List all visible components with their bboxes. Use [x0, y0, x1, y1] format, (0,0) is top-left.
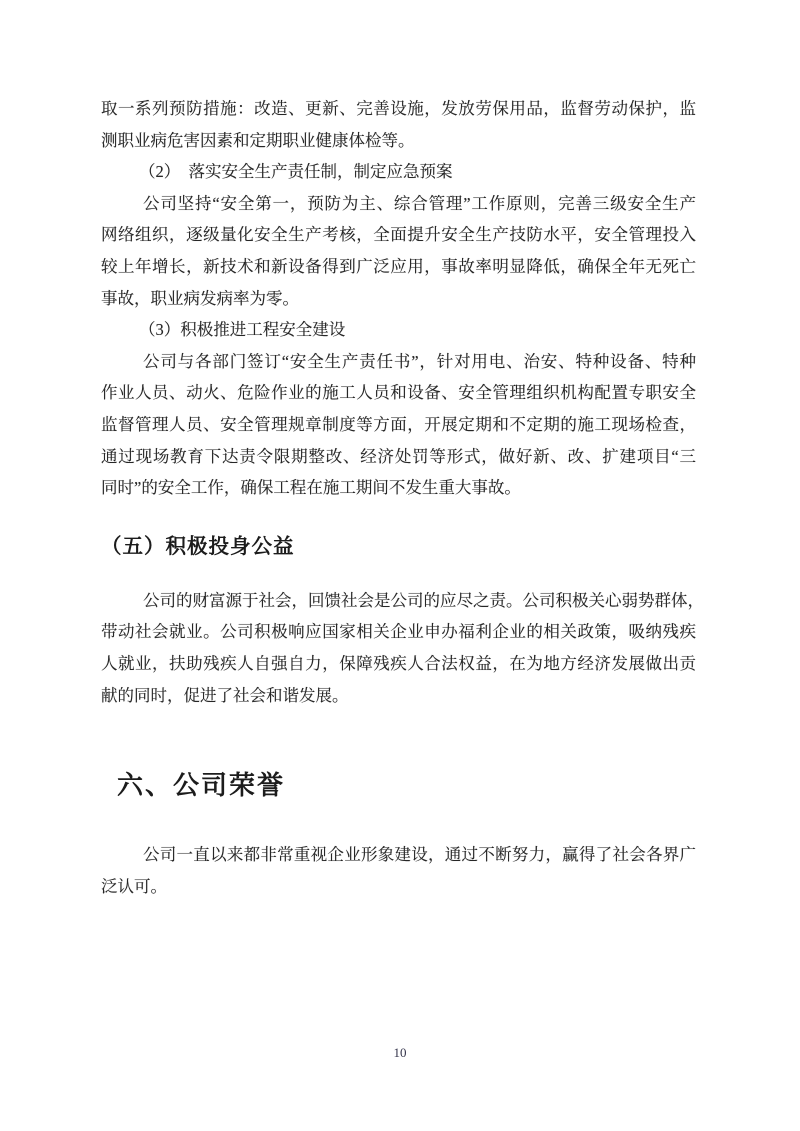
body-line: 公司一直以来都非常重视企业形象建设，通过不断努力，赢得了社会各界广 [143, 845, 696, 865]
body-line: 通过现场教育下达责令限期整改、经济处罚等形式，做好新、改、扩建项目“三 [101, 446, 696, 466]
paragraph-continuation [101, 93, 696, 156]
paragraph-company-honors [101, 839, 696, 902]
body-line: 人就业，扶助残疾人自强自力，保障残疾人合法权益，在为地方经济发展做出贡 [101, 653, 696, 673]
body-line: 网络组织，逐级量化安全生产考核，全面提升安全生产技防水平，安全管理投入 [101, 225, 696, 245]
body-line: 公司与各部门签订“安全生产责任书”，针对用电、治安、特种设备、特种 [143, 351, 696, 371]
body-line: 事故，职业病发病率为零。 [101, 288, 299, 308]
body-line: 公司坚持“安全第一，预防为主、综合管理”工作原则，完善三级安全生产 [143, 193, 696, 213]
document-body [101, 93, 704, 902]
paragraph-safety-responsibility [101, 188, 696, 314]
list-item-heading-3: （3）积极推进工程安全建设 [139, 320, 346, 340]
body-line: 泛认可。 [101, 876, 167, 896]
body-line: 同时”的安全工作，确保工程在施工期间不发生重大事故。 [101, 478, 521, 498]
body-line: 测职业病危害因素和定期职业健康体检等。 [101, 130, 415, 150]
body-line: 较上年增长，新技术和新设备得到广泛应用，事故率明显降低，确保全年无死亡 [101, 256, 696, 276]
list-item-heading-2: （2） 落实安全生产责任制，制定应急预案 [139, 162, 453, 182]
page-number: 10 [393, 1045, 407, 1060]
body-line: 献的同时，促进了社会和谐发展。 [101, 685, 349, 705]
body-line: 公司的财富源于社会，回馈社会是公司的应尽之责。公司积极关心弱势群体， [143, 590, 704, 610]
section-heading-public-welfare: （五）积极投身公益 [101, 534, 295, 558]
chapter-heading-company-honors: 六、公司荣誉 [117, 771, 286, 801]
paragraph-public-welfare [101, 585, 704, 711]
paragraph-engineering-safety [101, 346, 696, 504]
body-line: 带动社会就业。公司积极响应国家相关企业申办福利企业的相关政策，吸纳残疾 [101, 622, 696, 642]
body-line: 监督管理人员、安全管理规章制度等方面，开展定期和不定期的施工现场检查， [101, 414, 696, 434]
body-line: 作业人员、动火、危险作业的施工人员和设备、安全管理组织机构配置专职安全 [101, 383, 696, 403]
body-line: 取一系列预防措施：改造、更新、完善设施，发放劳保用品，监督劳动保护，监 [101, 99, 696, 118]
